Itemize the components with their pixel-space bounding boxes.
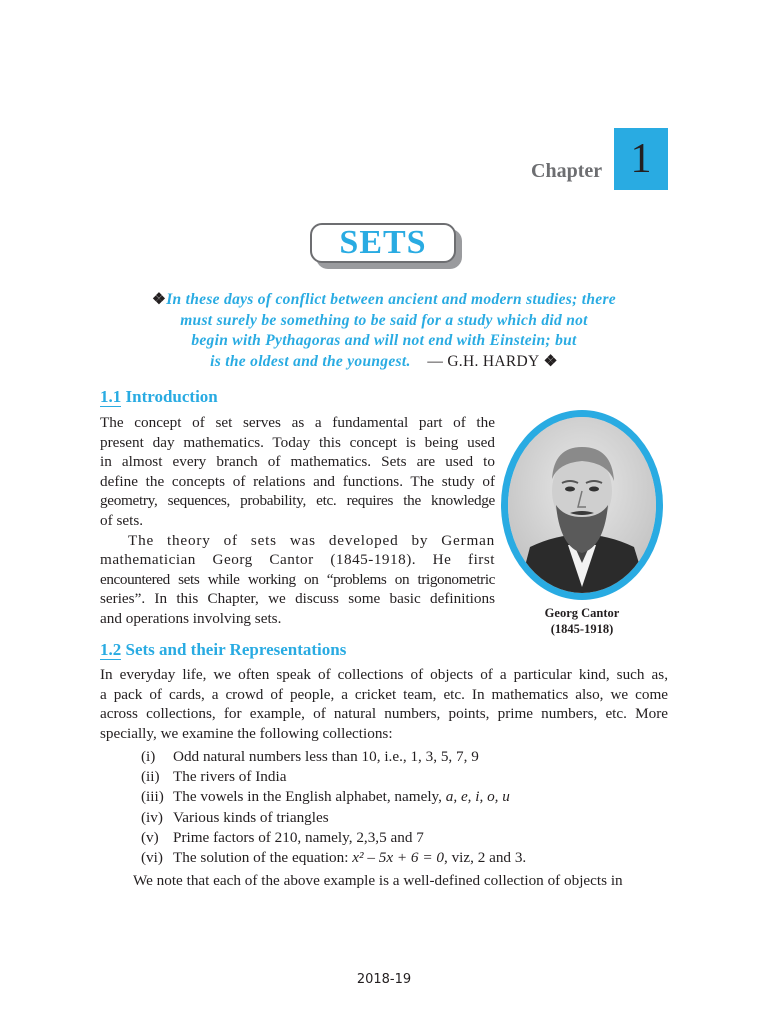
section-heading-sets-representations <box>100 640 346 660</box>
paragraph-line: present day mathematics. Today this concept is being used <box>100 433 495 451</box>
intro-paragraphs <box>100 413 495 629</box>
page-footer: 2018-19 <box>356 972 412 987</box>
quote-line: begin with Pythagoras and will not end with Einstein; but <box>191 332 577 349</box>
epigraph-quote <box>100 290 668 372</box>
equation: x² – 5x + 6 = 0 <box>352 849 444 867</box>
portrait-caption <box>508 605 656 637</box>
paragraph-line: The concept of set serves as a fundamental part of the <box>100 414 495 431</box>
paragraph-line: across collections, for example, of natural numbers, points, prime numbers, etc. More <box>100 705 668 723</box>
chapter-label: Chapter <box>531 160 603 182</box>
cantor-portrait-illustration <box>508 417 656 593</box>
list-item-italic: a, e, i, o, u <box>445 788 510 806</box>
paragraph-line: The theory of sets was developed by German <box>128 531 495 549</box>
paragraph-line: encountered sets while working on “problems on trigonometric <box>100 570 495 588</box>
paragraph-line: geometry, sequences, probability, etc. requires the knowledge <box>100 492 495 510</box>
section-number: 1.1 <box>100 387 122 406</box>
section-heading-introduction <box>100 387 218 407</box>
list-item <box>100 808 668 828</box>
list-item <box>100 787 668 807</box>
list-item <box>100 828 668 848</box>
list-item <box>100 848 668 868</box>
chapter-title-frame <box>310 223 456 263</box>
list-item-text <box>173 787 510 807</box>
paragraph-line: In everyday life, we often speak of collections of objects of a particular kind, such as, <box>100 666 668 683</box>
collections-list <box>100 747 668 891</box>
chapter-title: SETS <box>339 224 427 261</box>
section-number: 1.2 <box>100 640 122 659</box>
list-item <box>100 747 668 767</box>
paragraph-line: of sets. <box>100 511 144 529</box>
paragraph-line: a pack of cards, a crowd of people, a cricket team, etc. In mathematics also, we come <box>100 685 668 703</box>
list-item <box>100 767 668 787</box>
closing-line: We note that each of the above example is a well-defined collection of objects in <box>133 872 623 890</box>
list-item-text <box>173 848 526 868</box>
list-item-suffix: , viz, 2 and 3. <box>443 849 527 867</box>
portrait-image <box>508 417 656 593</box>
list-item-number: (i) <box>141 748 156 765</box>
quote-line: In these days of conflict between ancient and modern studies; there <box>166 291 616 308</box>
list-item-text-main: The vowels in the English alphabet, namely, <box>173 788 446 806</box>
list-item-text: Odd natural numbers less than 10, i.e., 1, 3, 5, 7, 9 <box>173 748 479 765</box>
quote-line: is the oldest and the youngest. <box>210 352 411 370</box>
list-item-number: (vi) <box>141 849 163 867</box>
ornament-icon: ❖ <box>543 352 558 370</box>
list-item-text: Various kinds of triangles <box>173 808 329 826</box>
list-item-text: The rivers of India <box>173 768 287 786</box>
paragraph-line: mathematician Georg Cantor (1845-1918). He first <box>100 551 495 569</box>
list-item-number: (iii) <box>141 788 164 806</box>
chapter-number-badge: 1 <box>614 128 668 190</box>
paragraph-line: in almost every branch of mathematics. Sets are used to <box>100 453 495 471</box>
paragraph-line: specially, we examine the following collections: <box>100 724 393 742</box>
list-item-text-main: The solution of the equation: <box>173 849 353 867</box>
list-item-number: (iv) <box>141 808 163 826</box>
representations-paragraph <box>100 665 668 743</box>
quote-author: — G.H. HARDY <box>427 352 540 370</box>
list-item-text: Prime factors of 210, namely, 2,3,5 and 7 <box>173 828 424 846</box>
section-title: Introduction <box>125 387 218 406</box>
ornament-icon: ❖ <box>152 291 167 308</box>
list-item-number: (ii) <box>141 768 160 786</box>
caption-years: (1845-1918) <box>550 622 614 636</box>
caption-name: Georg Cantor <box>544 606 620 620</box>
paragraph-line: series”. In this Chapter, we discuss some basic definitions <box>100 590 495 608</box>
quote-line: must surely be something to be said for a study which did not <box>180 311 588 329</box>
paragraph-line: and operations involving sets. <box>100 609 282 627</box>
section-title: Sets and their Representations <box>125 640 347 659</box>
paragraph-line: define the concepts of relations and functions. The study of <box>100 472 495 490</box>
list-item-number: (v) <box>141 828 159 846</box>
